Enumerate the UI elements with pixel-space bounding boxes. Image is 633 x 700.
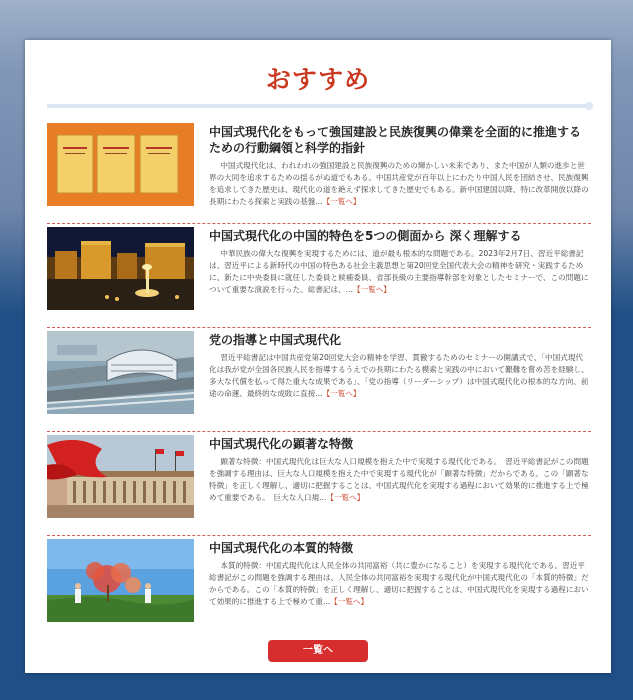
view-all-button[interactable]: 一覧へ [268,640,368,662]
article-list [47,120,591,639]
article-summary [209,248,589,296]
article-summary [209,456,589,504]
article-thumbnail[interactable] [47,539,194,622]
list-item[interactable] [47,432,591,536]
article-summary [209,560,589,608]
summary-text: 顕著な特徴：中国式現代化は巨大な人口規模を抱えた中で実現する現代化である。 習近平総書記がこの問題を強調する理由は、巨大な人口規模を抱えた中で実現する現代化が「顕著な特徴」だからである。この「顕著な特徴」を正しく理解し、適切に把握することは、中国式現代化を実現する過程において効果的に推進する上で極めて重要である。 巨大な人口規... [209,457,589,502]
summary-text: 習近平総書記は中国共産党第20回党大会の精神を学習、貫徹するためのセミナーの開講式で、「中国式現代化は我が党が全国各民族人民を指導するうえでの長期にわたる模索と実践の中において艱難を嘗め苦を経験し、多大な代償を払って得た重大な成果である」、「党の指導（リーダーシップ）は中国式現代化の根本的な方向、前途の命運、最終的な成敗に直接... [209,353,589,398]
more-link[interactable]: 【一覧へ】 [352,285,391,294]
article-summary [209,160,589,208]
recommend-card [25,40,611,673]
more-link[interactable]: 【一覧へ】 [322,197,361,206]
article-thumbnail[interactable] [47,331,194,414]
list-item[interactable] [47,120,591,224]
more-link[interactable]: 【一覧へ】 [326,493,365,502]
section-title: おすすめ [265,65,371,94]
summary-text: 中国式現代化は、われわれの強国建設と民族復興のための輝かしい未来であり、また中国が人類の進歩と世界の大同を追求するための揺るがぬ道でもある。中国共産党が百年以上にわたり中国人民を団結させ、民族復興を追求してきた歴史は、現代化の道を絶えず探求してきた歴史でもある。新中国建国以降、特に改革開放以降の長期にわたる探索と実践の基盤... [209,161,589,206]
more-link[interactable]: 【一覧へ】 [322,389,361,398]
article-title[interactable]: 中国式現代化をもって強国建設と民族復興の偉業を全面的に推進するための行動綱領と科学的指針 [209,125,582,155]
summary-text: 中華民族の偉大な復興を実現するためには、道が最も根本的な問題である。2023年2月7日、習近平総書記は、習近平による新時代の中国の特色ある社会主義思想と第20回党全国代表大会の精神を研究・実践するために、新たに中央委員に就任した委員と候補委員、省部長級の主要指導幹部を対象としたセミナーで、この問題について重要な演説を行った。総書記は、... [209,249,589,294]
article-summary [209,352,589,400]
article-title[interactable]: 中国式現代化の中国的特色を5つの側面から 深く理解する [209,229,522,243]
list-item[interactable] [47,328,591,432]
article-thumbnail[interactable] [47,227,194,310]
article-thumbnail[interactable] [47,123,194,206]
article-title[interactable]: 党の指導と中国式現代化 [209,333,342,347]
title-divider-dot [585,102,593,110]
more-link[interactable]: 【一覧へ】 [330,597,369,606]
summary-text: 本質的特徴：中国式現代化は人民全体の共同富裕（共に豊かになること）を実現する現代化である。習近平総書記がこの問題を強調する理由は、人民全体の共同富裕を実現する現代化が中国式現代化の「本質的特徴」だからである。この「本質的特徴」を正しく理解し、適切に把握することは、中国式現代化を実現する過程において効果的に推進する上で極めて重... [209,561,589,606]
article-title[interactable]: 中国式現代化の顕著な特徴 [209,437,354,451]
list-item[interactable] [47,224,591,328]
article-title[interactable]: 中国式現代化の本質的特徴 [209,541,354,555]
title-divider [47,104,589,108]
article-thumbnail[interactable] [47,435,194,518]
list-item[interactable] [47,536,591,639]
